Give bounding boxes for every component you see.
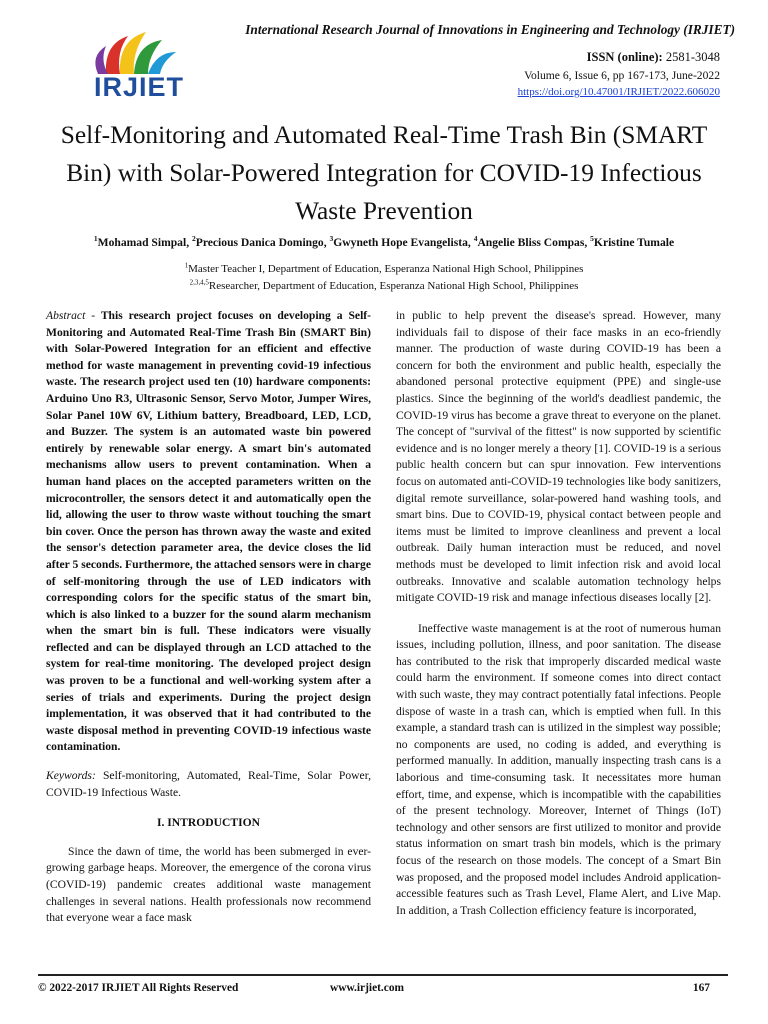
keywords-text: Self-monitoring, Automated, Real-Time, Solar Power, COVID-19 Infectious Waste. <box>46 769 371 799</box>
author-list <box>40 236 728 249</box>
page-number: 167 <box>692 982 710 994</box>
author-sup: 5 <box>590 234 594 244</box>
intro-paragraph-1-continued: in public to help prevent the disease's spread. However, many individuals fail to dispose of their face masks in an eco-friendly manner. The production of waste during COVID-19 has been a concern for both the environment and public health, especially the abandoned personal protective equipment (PPE) and single-use plastics. Since the beginning of the world's deadliest pandemic, the COVID-19 virus has become a grave threat to everyone on the planet. The concept of "survival of the fittest" is now supported by scientific evidence and is no longer merely a theory [1]. COVID-19 is a serious public health concern but can spur innovation. Few interventions focus on automated anti-COVID-19 technologies like body sanitizers, digital remote surveillance, solar-powered hand washing tools, and smart bins. Due to COVID-19, physical contact between people and items must be limited to improve cleanliness and prevent a local outbreak. Daily human interaction must be reduced, and novel methods must be developed to limit infection risk and avoid local outbreaks. Innovative and scalable automation technology helps mitigate COVID-19 risk and manage infectious diseases locally [2]. <box>396 309 721 605</box>
author-name: Mohamad Simpal, <box>97 236 192 249</box>
abstract <box>46 308 371 756</box>
affiliation-sup: 1 <box>184 261 189 270</box>
keywords-label: Keywords: <box>46 769 96 783</box>
affiliation-text: Researcher, Department of Education, Esperanza National High School, Philippines <box>208 280 579 292</box>
abstract-text: This research project focuses on developing a Self-Monitoring and Automated Real-Time Trash Bin (SMART Bin) with Solar-Powered Integration for an efficient and effective method for waste management in preventing covid-19 infectious waste. The research project used ten (10) hardware components: Arduino Uno R3, Ultrasonic Sensor, Servo Motor, Jumper Wires, Solar Panel 10W 6V, Lithium battery, Breadboard, LED, LCD, and Buzzer. The system is an automated waste bin powered entirely by renewable solar energy. A smart bin's automated mechanisms allow users to prevent contamination. When a human hand places on the accepted parameters written on the microcontroller, the sensors detect it and automatically open the lid, allowing the user to throw waste without touching the smart bin cover. Once the person has thrown away the waste and exited the sensor's detection parameter area, the device closes the lid after 5 seconds. Furthermore, the attached sensors were in charge of self-monitoring through the use of LED indicators with corresponding colors for the specific status of the smart bin, which is also linked to a buzzer for the sound alarm mechanism when the smart bin is full. These indicators were visually reflected and can be displayed through an LCD attached to the system for real-time monitoring. The developed project design was proven to be a functional and well-working system after a series of trials and experiments. During the project design implementation, it was observed that it had contributed to the waste disposal method in preventing COVID-19 infectious waste contamination. <box>46 309 372 754</box>
author-sup: 2 <box>192 234 196 244</box>
journal-logo <box>76 22 196 104</box>
abstract-label: Abstract - <box>46 309 96 322</box>
right-column <box>396 308 721 919</box>
affiliation-2 <box>40 280 728 292</box>
intro-paragraph-1: Since the dawn of time, the world has been submerged in ever-growing garbage heaps. Moreover, the emergence of the corona virus (COVID-19) pandemic creates additional waste management challenges in several nations. Health professionals now recommend that everyone wear a face mask <box>46 844 371 925</box>
author-sup: 1 <box>93 234 98 244</box>
affiliation-sup: 2,3,4,5 <box>189 278 209 287</box>
journal-name: International Research Journal of Innovations in Engineering and Technology (IRJIET) <box>245 22 735 37</box>
author-name: Gwyneth Hope Evangelista, <box>333 236 474 249</box>
author-name: Kristine Tumale <box>593 236 675 249</box>
footer-divider <box>38 974 728 976</box>
section-heading-introduction: I. INTRODUCTION <box>156 816 261 830</box>
issn-label: ISSN (online): <box>586 50 663 64</box>
paper-title: Self-Monitoring and Automated Real-Time Trash Bin (SMART Bin) with Solar-Powered Integration for COVID-19 Infectious Waste Prevention <box>60 121 708 225</box>
affiliation-text: Master Teacher I, Department of Education, Esperanza National High School, Philippines <box>188 263 584 275</box>
keywords <box>46 768 371 801</box>
logo-text: IRJIET <box>94 72 185 102</box>
footer-copyright: © 2022-2017 IRJIET All Rights Reserved <box>38 982 239 994</box>
author-sup: 3 <box>329 234 334 244</box>
author-sup: 4 <box>473 234 478 244</box>
affiliation-1 <box>40 263 728 275</box>
issn-value: 2581-3048 <box>665 50 720 64</box>
intro-paragraph-2: Ineffective waste management is at the root of numerous human issues, including pollution, illness, and poor sanitation. The disease has contributed to the risk that improperly discarded medical waste could harm the environment. If someone comes into direct contact with such waste, they may contract potentially fatal infections. People dispose of waste in a trash can, which is emptied when full. In this example, a standard trash can is utilized in the simplest way possible; no components are used, no coding is added, and everything is performed manually. In addition, manually inspecting trash cans is a laborious and time-consuming task. It necessitates more human effort, time, and expense, which is incompatible with the capabilities of the present technology. Moreover, Internet of Things (IoT) technology and other sensors are first utilized to monitor and provide status information on smart trash bin models, which is the primary focus of the research on those models. The concept of a Smart Bin was proposed, and the proposed model includes Android application-accessible features such as Trash Level, Flame Alert, and Live Map. In addition, a Trash Collection efficiency feature is incorporated, <box>396 621 721 917</box>
left-column <box>46 308 371 927</box>
doi-link[interactable]: https://doi.org/10.47001/IRJIET/2022.606020 <box>517 86 720 98</box>
issn <box>587 50 720 65</box>
footer-website[interactable]: www.irjiet.com <box>330 982 405 994</box>
author-name: Precious Danica Domingo, <box>195 236 330 249</box>
author-name: Angelie Bliss Compas, <box>477 236 591 249</box>
volume-info: Volume 6, Issue 6, pp 167-173, June-2022 <box>524 69 720 82</box>
